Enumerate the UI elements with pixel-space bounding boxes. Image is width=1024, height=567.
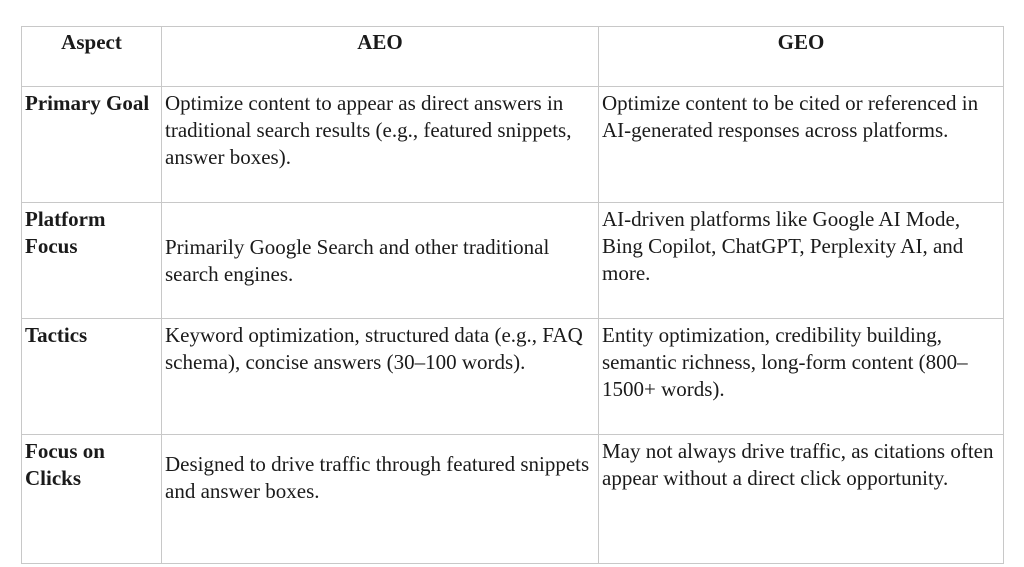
geo-cell: Entity optimization, credibility building, semantic richness, long-form content (800–1500+ words).	[599, 319, 1004, 435]
aspect-cell: Tactics	[22, 319, 162, 435]
table-row	[22, 87, 1004, 203]
aeo-cell: Optimize content to appear as direct answers in traditional search results (e.g., featured snippets, answer boxes).	[162, 87, 599, 203]
table-row	[22, 319, 1004, 435]
aeo-cell: Designed to drive traffic through featured snippets and answer boxes.	[162, 435, 599, 564]
aeo-cell: Primarily Google Search and other traditional search engines.	[162, 203, 599, 319]
aspect-cell: Primary Goal	[22, 87, 162, 203]
geo-cell: AI-driven platforms like Google AI Mode, Bing Copilot, ChatGPT, Perplexity AI, and more.	[599, 203, 1004, 319]
aspect-cell: Focus on Clicks	[22, 435, 162, 564]
header-aspect: Aspect	[22, 27, 162, 87]
geo-cell: May not always drive traffic, as citations often appear without a direct click opportunity.	[599, 435, 1004, 564]
table-row	[22, 435, 1004, 564]
table-row	[22, 203, 1004, 319]
header-aeo: AEO	[162, 27, 599, 87]
aeo-cell: Keyword optimization, structured data (e.g., FAQ schema), concise answers (30–100 words).	[162, 319, 599, 435]
aeo-vs-geo-table	[21, 26, 1004, 564]
geo-cell: Optimize content to be cited or referenced in AI-generated responses across platforms.	[599, 87, 1004, 203]
header-geo: GEO	[599, 27, 1004, 87]
header-row	[22, 27, 1004, 87]
aspect-cell: Platform Focus	[22, 203, 162, 319]
